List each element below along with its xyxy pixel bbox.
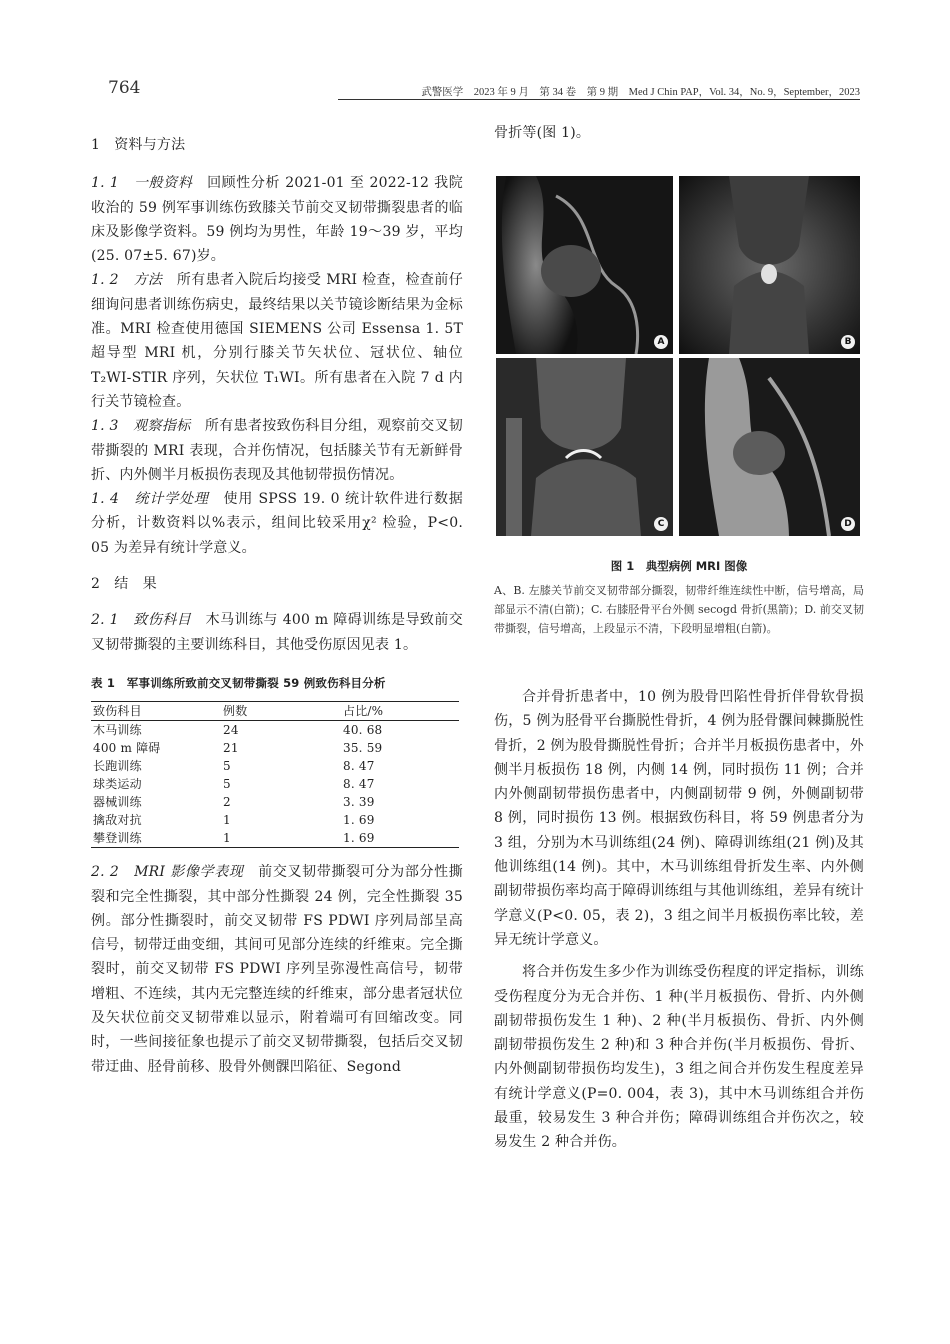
table-cell: 长跑训练 (93, 759, 142, 774)
para-1-1-text: 回顾性分析 2021-01 至 2022-12 我院收治的 59 例军事训练伤致膝关节前交叉韧带撕裂患者的临床及影像学资料。59 例均为男性，年龄 19～39 岁，平均(25. 07±5. 67)岁。 (91, 175, 463, 265)
left-column (91, 133, 463, 1079)
para-1-2-text: 所有患者入院后均接受 MRI 检查，检查前仔细询问患者训练伤病史，最终结果以关节镜诊断结果为金标准。MRI 检查使用德国 SIEMENS 公司 Essensa 1. 5T 超导型 MRI 机，分别行膝关节矢状位、冠状位、轴位 T₂WI-STIR 序列，矢状位 T₁WI。所有患者在入院 7 d 内行关节镜检查。 (91, 272, 463, 410)
para-2-2-text: 前交叉韧带撕裂可分为部分性撕裂和完全性撕裂，其中部分性撕裂 24 例，完全性撕裂 35 例。部分性撕裂时，前交叉韧带 FS PDWI 序列局部呈高信号，韧带迂曲变细，其间可见部分连续的纤维束。完全撕裂时，前交叉韧带 FS PDWI 序列呈弥漫性高信号，韧带增粗、不连续，其内无完整连续的纤维束，部分患者冠状位及矢状位前交叉韧带难以显示，附着端可有回缩改变。同时，一些间接征象也提示了前交叉韧带撕裂，包括后交叉韧带迂曲、胫骨前移、股骨外侧髁凹陷征、Segond (91, 864, 463, 1075)
table-row (91, 721, 459, 740)
para-1-2-head: 1. 2 方法 (91, 272, 163, 289)
header-rule (338, 99, 860, 100)
right-column-body (494, 685, 864, 1155)
table-1-header: 例数 (223, 702, 343, 721)
right-column (494, 121, 864, 145)
table-1-caption: 表 1 军事训练所致前交叉韧带撕裂 59 例致伤科目分析 (91, 675, 386, 690)
table-cell: 1 (223, 829, 343, 848)
para-1-3 (91, 414, 463, 487)
table-cell: 40. 68 (343, 723, 383, 738)
mri-d-graphic (679, 358, 860, 536)
table-cell: 5 (223, 777, 231, 792)
table-row (91, 757, 459, 775)
mri-image-d (679, 358, 860, 536)
mri-image-c (496, 358, 673, 536)
para-1-4-text: 使用 SPSS 19. 0 统计软件进行数据分析，计数资料以%表示，组间比较采用χ² 检验，P<0. 05 为差异有统计学意义。 (91, 491, 463, 556)
table-1-header-row (91, 702, 459, 721)
table-1 (91, 701, 459, 848)
table-row (91, 739, 459, 757)
panel-label-d: D (841, 517, 855, 531)
table-row (91, 829, 459, 848)
table-cell: 球类运动 (93, 777, 142, 792)
table-row (91, 775, 459, 793)
panel-label-c: C (654, 517, 668, 531)
table-cell: 木马训练 (93, 723, 142, 738)
page-number: 764 (108, 78, 141, 98)
section-1-heading: 1 资料与方法 (91, 137, 186, 153)
mri-c-graphic (496, 358, 673, 536)
table-cell: 8. 47 (343, 777, 375, 792)
para-1-4-head: 1. 4 统计学处理 (91, 491, 209, 508)
mri-a-graphic (496, 176, 673, 354)
mri-image-a (496, 176, 673, 354)
para-1-1 (91, 171, 463, 268)
mri-b-graphic (679, 176, 860, 354)
para-1-2 (91, 268, 463, 414)
para-1-4 (91, 487, 463, 560)
table-cell: 3. 39 (343, 795, 375, 810)
table-cell: 400 m 障碍 (93, 741, 161, 756)
table-cell: 2 (223, 795, 231, 810)
para-1-3-head: 1. 3 观察指标 (91, 418, 191, 435)
figure-1-caption: 图 1 典型病例 MRI 图像 (610, 559, 748, 573)
table-1-header: 占比/% (343, 702, 459, 721)
para-2-1-text: 木马训练与 400 m 障碍训练是导致前交叉韧带撕裂的主要训练科目，其他受伤原因见表 1。 (91, 612, 464, 653)
para-2-1-head: 2. 1 致伤科目 (91, 612, 192, 629)
para-continued: 骨折等(图 1)。 (494, 125, 591, 141)
para-results-a: 合并骨折患者中，10 例为股骨凹陷性骨折伴骨软骨损伤，5 例为胫骨平台撕脱性骨折，4 例为胫骨髁间棘撕脱性骨折，2 例为股骨撕脱性骨折；合并半月板损伤患者中，外侧半月板损伤 18 例，内侧 14 例，同时损伤 11 例；合并内外侧副韧带损伤患者中，内侧副韧带 9 例，外侧副韧带 8 例，同时损伤 13 例。根据致伤科目，将 59 例患者分为 3 组，分别为木马训练组(24 例)、障碍训练组(21 例)及其他训练组(14 例)。其中，木马训练组骨折发生率、内外侧副韧带损伤率均高于障碍训练组与其他训练组，差异有统计学意义(P<0. 05，表 2)，3 组之间半月板损伤率比较，差异无统计学意义。 (494, 689, 864, 948)
table-row (91, 793, 459, 811)
table-cell: 24 (223, 723, 239, 738)
table-cell: 5 (223, 759, 231, 774)
panel-label-a: A (654, 335, 668, 349)
table-cell: 21 (223, 741, 239, 756)
table-cell: 攀登训练 (91, 829, 223, 848)
table-row (91, 811, 459, 829)
para-2-1 (91, 608, 463, 657)
panel-label-b: B (841, 335, 855, 349)
mri-image-b (679, 176, 860, 354)
table-1-header: 致伤科目 (91, 702, 223, 721)
figure-1-note: A、B. 左膝关节前交叉韧带部分撕裂，韧带纤维连续性中断，信号增高，局部显示不清(白箭)；C. 右膝胫骨平台外侧 secogd 骨折(黑箭)；D. 前交叉韧带撕裂，信号增高，上段显示不清，下段明显增粗(白箭)。 (494, 584, 864, 635)
table-cell: 擒敌对抗 (93, 813, 142, 828)
running-head: 武警医学 2023 年 9 月 第 34 卷 第 9 期 Med J Chin PAP，Vol. 34，No. 9，September，2023 (421, 87, 860, 98)
table-cell: 35. 59 (343, 741, 383, 756)
para-2-2-head: 2. 2 MRI 影像学表现 (91, 864, 244, 881)
para-1-1-head: 1. 1 一般资料 (91, 175, 193, 192)
para-2-2 (91, 860, 463, 1079)
table-cell: 1. 69 (343, 829, 459, 848)
table-cell: 1 (223, 813, 231, 828)
table-cell: 8. 47 (343, 759, 375, 774)
table-cell: 器械训练 (93, 795, 142, 810)
para-results-b: 将合并伤发生多少作为训练受伤程度的评定指标，训练受伤程度分为无合并伤、1 种(半月板损伤、骨折、内外侧副韧带损伤发生 1 种)、2 种(半月板损伤、骨折、内外侧副韧带损伤发生 2 种)和 3 种合并伤(半月板损伤、骨折、内外侧副韧带损伤均发生)，3 组之间合并伤发生程度差异有统计学意义(P=0. 004，表 3)，其中木马训练组合并伤最重，较易发生 3 种合并伤；障碍训练组合并伤次之，较易发生 2 种合并伤。 (494, 964, 864, 1151)
section-2-heading: 2 结 果 (91, 576, 157, 593)
table-cell: 1. 69 (343, 813, 375, 828)
para-1-3-text: 所有患者按致伤科目分组，观察前交叉韧带撕裂的 MRI 表现，合并伤情况，包括膝关节有无新鲜骨折、内外侧半月板损伤表现及其他韧带损伤情况。 (91, 418, 464, 483)
